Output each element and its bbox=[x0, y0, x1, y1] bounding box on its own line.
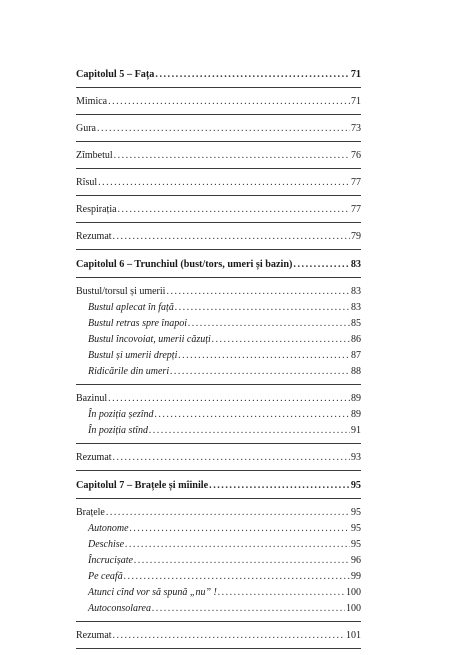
toc-subentry bbox=[76, 537, 361, 553]
toc-subentry-title: Deschise bbox=[88, 539, 125, 550]
dot-leader bbox=[155, 67, 349, 83]
dot-leader bbox=[106, 505, 350, 521]
toc-subentry bbox=[76, 364, 361, 380]
divider-line bbox=[76, 114, 361, 115]
toc-subentry bbox=[76, 601, 361, 617]
page-number: 91 bbox=[351, 425, 361, 436]
page-number: 86 bbox=[351, 334, 361, 345]
dot-leader bbox=[97, 121, 350, 137]
toc-entry-title: Rezumat bbox=[76, 231, 112, 242]
chapter-heading-title: Capitolul 7 – Brațele și mîinile bbox=[76, 480, 209, 491]
divider-line bbox=[76, 222, 361, 223]
table-of-contents bbox=[76, 67, 361, 655]
page-number: 101 bbox=[346, 630, 361, 641]
toc-subentry-title: Bustul retras spre înapoi bbox=[88, 318, 187, 329]
toc-entry bbox=[76, 229, 361, 245]
dot-leader bbox=[155, 407, 350, 423]
page-number: 77 bbox=[351, 177, 361, 188]
divider-line bbox=[76, 621, 361, 622]
page-number: 95 bbox=[350, 480, 361, 491]
dot-leader bbox=[293, 257, 349, 273]
page-number: 71 bbox=[350, 69, 361, 80]
divider-line bbox=[76, 277, 361, 278]
page-number: 87 bbox=[351, 350, 361, 361]
page-number: 83 bbox=[350, 259, 361, 270]
toc-subentry bbox=[76, 553, 361, 569]
dot-leader bbox=[178, 348, 350, 364]
dot-leader bbox=[98, 175, 350, 191]
dot-leader bbox=[108, 94, 350, 110]
page-number: 76 bbox=[351, 150, 361, 161]
dot-leader bbox=[113, 450, 350, 466]
toc-entry-title: Rezumat bbox=[76, 630, 112, 641]
dot-leader bbox=[134, 553, 350, 569]
dot-leader bbox=[209, 478, 350, 494]
chapter-heading-title: Capitolul 6 – Trunchiul (bust/tors, umeri și bazin) bbox=[76, 259, 293, 270]
divider-line bbox=[76, 195, 361, 196]
divider-line bbox=[76, 443, 361, 444]
toc-subentry-title: În poziția șezînd bbox=[88, 409, 154, 420]
toc-entry-title: Rîsul bbox=[76, 177, 98, 188]
dot-leader bbox=[130, 521, 350, 537]
page-number: 79 bbox=[351, 231, 361, 242]
toc-subentry bbox=[76, 585, 361, 601]
page-number: 89 bbox=[351, 409, 361, 420]
dot-leader bbox=[175, 300, 350, 316]
toc-subentry-title: Bustul încovoiat, umerii căzuți bbox=[88, 334, 211, 345]
toc-subentry-title: Ridicările din umeri bbox=[88, 366, 170, 377]
toc-subentry-title: Autonome bbox=[88, 523, 129, 534]
toc-subentry-title: În poziția stînd bbox=[88, 425, 149, 436]
page-number: 83 bbox=[351, 302, 361, 313]
toc-entry bbox=[76, 94, 361, 110]
divider-line bbox=[76, 168, 361, 169]
divider-line bbox=[76, 141, 361, 142]
page-number: 95 bbox=[351, 507, 361, 518]
toc-subentry-title: Bustul și umerii drepți bbox=[88, 350, 178, 361]
toc-subentry-title: Bustul aplecat în față bbox=[88, 302, 174, 313]
page-number: 99 bbox=[351, 571, 361, 582]
dot-leader bbox=[113, 628, 345, 644]
dot-leader bbox=[125, 537, 350, 553]
chapter-heading bbox=[76, 67, 361, 83]
dot-leader bbox=[188, 316, 350, 332]
toc-subentry-title: Atunci cînd vor să spună „nu” ! bbox=[88, 587, 217, 598]
toc-entry bbox=[76, 175, 361, 191]
divider-line bbox=[76, 249, 361, 250]
page-number: 83 bbox=[351, 286, 361, 297]
toc-subentry-title: Încrucișate bbox=[88, 555, 133, 566]
divider-line bbox=[76, 470, 361, 471]
page-number: 100 bbox=[346, 587, 361, 598]
page-number: 95 bbox=[351, 523, 361, 534]
toc-entry bbox=[76, 284, 361, 300]
toc-entry bbox=[76, 505, 361, 521]
toc-subentry bbox=[76, 348, 361, 364]
chapter-heading bbox=[76, 478, 361, 494]
toc-subentry bbox=[76, 300, 361, 316]
dot-leader bbox=[218, 585, 345, 601]
toc-entry bbox=[76, 121, 361, 137]
chapter-heading-title: Capitolul 5 – Fața bbox=[76, 69, 155, 80]
dot-leader bbox=[152, 601, 345, 617]
page-number: 96 bbox=[351, 555, 361, 566]
page-number: 77 bbox=[351, 204, 361, 215]
toc-entry bbox=[76, 450, 361, 466]
divider-line bbox=[76, 87, 361, 88]
toc-entry-title: Bazinul bbox=[76, 393, 108, 404]
toc-subentry bbox=[76, 407, 361, 423]
dot-leader bbox=[149, 423, 350, 439]
toc-entry-title: Respirația bbox=[76, 204, 117, 215]
toc-entry-title: Rezumat bbox=[76, 452, 112, 463]
divider-line bbox=[76, 498, 361, 499]
toc-entry-title: Zîmbetul bbox=[76, 150, 113, 161]
dot-leader bbox=[113, 229, 350, 245]
dot-leader bbox=[166, 284, 350, 300]
dot-leader bbox=[170, 364, 350, 380]
page-number: 100 bbox=[346, 603, 361, 614]
page-number: 89 bbox=[351, 393, 361, 404]
divider-line bbox=[76, 384, 361, 385]
toc-entry-title: Brațele bbox=[76, 507, 105, 518]
page-number: 73 bbox=[351, 123, 361, 134]
dot-leader bbox=[212, 332, 350, 348]
toc-subentry bbox=[76, 423, 361, 439]
chapter-heading bbox=[76, 257, 361, 273]
divider-line bbox=[76, 648, 361, 649]
page-number: 95 bbox=[351, 539, 361, 550]
page-number: 85 bbox=[351, 318, 361, 329]
toc-entry bbox=[76, 202, 361, 218]
toc-entry-title: Gura bbox=[76, 123, 96, 134]
toc-subentry bbox=[76, 521, 361, 537]
toc-subentry bbox=[76, 316, 361, 332]
dot-leader bbox=[124, 569, 350, 585]
toc-subentry-title: Pe ceafă bbox=[88, 571, 123, 582]
page-number: 71 bbox=[351, 96, 361, 107]
dot-leader bbox=[108, 391, 350, 407]
toc-entry-title: Bustul/torsul și umerii bbox=[76, 286, 166, 297]
page-number: 88 bbox=[351, 366, 361, 377]
toc-entry-title: Mimica bbox=[76, 96, 108, 107]
toc-subentry bbox=[76, 569, 361, 585]
dot-leader bbox=[114, 148, 350, 164]
page-number: 93 bbox=[351, 452, 361, 463]
toc-subentry bbox=[76, 332, 361, 348]
toc-entry bbox=[76, 391, 361, 407]
toc-entry bbox=[76, 148, 361, 164]
toc-subentry-title: Autoconsolarea bbox=[88, 603, 151, 614]
toc-entry bbox=[76, 628, 361, 644]
dot-leader bbox=[118, 202, 350, 218]
